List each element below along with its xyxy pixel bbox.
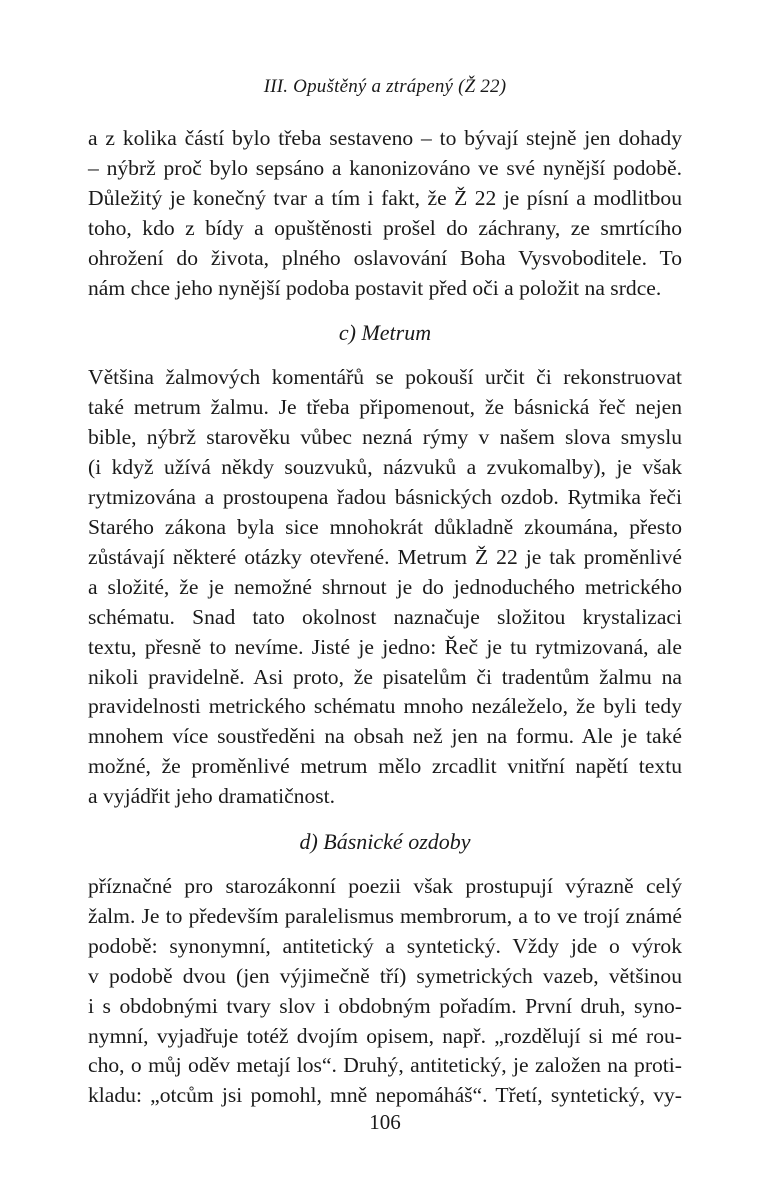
text-line: nikoli pravidelně. Asi proto, že pisatelům či tradentům žalmu na: [88, 664, 682, 689]
body-text: [88, 124, 682, 1111]
text-line: nám chce jeho nynější podoba postavit před oči a položit na srdce.: [88, 275, 662, 300]
text-line: i s obdobnými tvary slov i obdobným pořadím. První druh, syno-: [88, 993, 682, 1018]
paragraph-basnicke-ozdoby: [88, 872, 682, 1111]
text-line: a vyjádřit jeho dramatičnost.: [88, 784, 336, 809]
paragraph-metrum: [88, 363, 682, 812]
section-heading-metrum: c) Metrum: [338, 320, 432, 346]
text-line: rytmizována a prostoupena řadou básnických ozdob. Rytmika řeči: [88, 485, 682, 510]
text-line: ohrožení do života, plného oslavování Boha Vysvoboditele. To: [88, 245, 682, 270]
running-header: III. Opuštěný a ztrápený (Ž 22): [263, 76, 507, 97]
text-line: cho, o můj oděv metají los“. Druhý, antitetický, je založen na proti-: [88, 1053, 682, 1078]
page-number: 106: [369, 1110, 401, 1134]
paragraph-intro: [88, 124, 682, 303]
section-heading-basnicke-ozdoby: d) Básnické ozdoby: [299, 829, 471, 855]
text-line: žalm. Je to především paralelismus membrorum, a to ve trojí známé: [88, 903, 682, 928]
text-line: podobě: synonymní, antitetický a syntetický. Vždy jde o výrok: [88, 933, 682, 958]
text-line: příznačné pro starozákonní poezii však prostupují výrazně celý: [88, 874, 682, 899]
text-line: Důležitý je konečný tvar a tím i fakt, že Ž 22 je písní a modlitbou: [88, 185, 682, 210]
text-line: textu, přesně to nevíme. Jisté je jedno: Řeč je tu rytmizovaná, ale: [88, 634, 682, 659]
text-line: a z kolika částí bylo třeba sestaveno – to bývají stejně jen dohady: [88, 126, 682, 150]
text-line: Starého zákona byla sice mnohokrát důkladně zkoumána, přesto: [88, 514, 682, 539]
text-line: možné, že proměnlivé metrum mělo zrcadlit vnitřní napětí textu: [88, 754, 682, 779]
text-line: zůstávají některé otázky otevřené. Metrum Ž 22 je tak proměnlivé: [88, 544, 682, 569]
text-line: nymní, vyjadřuje totéž dvojím opisem, např. „rozdělují si mé rou-: [88, 1023, 682, 1048]
text-line: pravidelnosti metrického schématu mnoho nezáleželo, že byli tedy: [88, 694, 682, 719]
text-line: v podobě dvou (jen výjimečně tří) symetrických vazeb, většinou: [88, 963, 682, 988]
text-line: kladu: „otcům jsi pomohl, mně nepomáháš“. Třetí, syntetický, vy-: [88, 1083, 682, 1108]
text-line: schématu. Snad tato okolnost naznačuje složitou krystalizaci: [88, 604, 682, 629]
text-line: mnohem více soustředěni na obsah než jen na formu. Ale je také: [88, 724, 682, 749]
text-line: – nýbrž proč bylo sepsáno a kanonizováno ve své nynější podobě.: [88, 155, 682, 180]
text-line: toho, kdo z bídy a opuštěnosti prošel do záchrany, ze smrtícího: [88, 215, 682, 240]
text-line: a složité, že je nemožné shrnout je do jednoduchého metrického: [88, 574, 682, 599]
text-line: (i když užívá někdy souzvuků, názvuků a zvukomalby), je však: [88, 455, 682, 480]
text-line: bible, nýbrž starověku vůbec nezná rýmy v našem slova smyslu: [88, 425, 682, 450]
text-line: také metrum žalmu. Je třeba připomenout, že básnická řeč nejen: [88, 395, 682, 420]
book-page: [88, 0, 682, 1181]
text-line: Většina žalmových komentářů se pokouší určit či rekonstruovat: [88, 365, 682, 390]
